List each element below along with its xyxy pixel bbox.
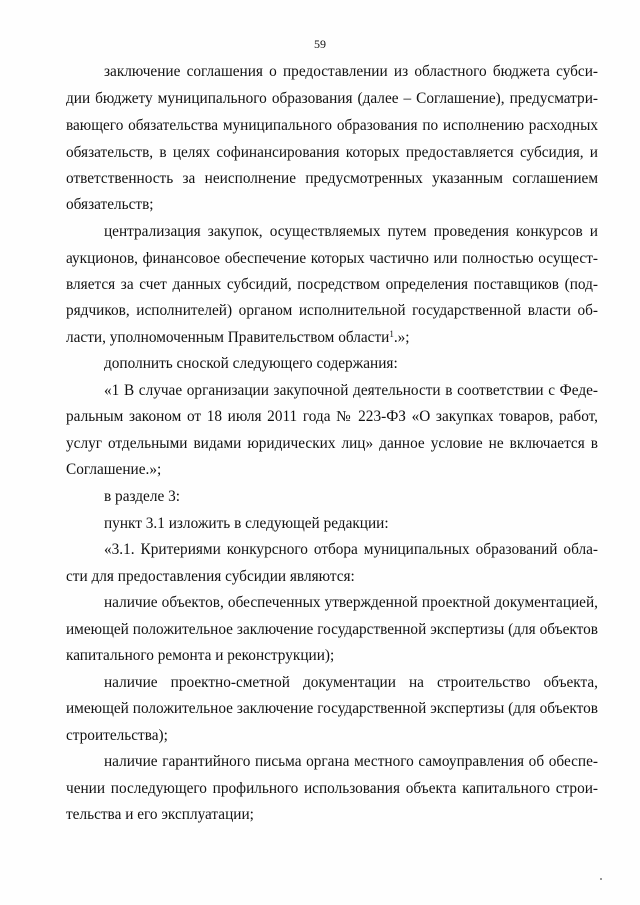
text-line: заключение соглашения о предоставлении из областного бюджета субси-: [104, 63, 598, 80]
text-line: в разделе 3:: [104, 488, 180, 505]
text-segment: ласти, уполномоченным Правительством области: [66, 329, 390, 346]
text-line: ответственность за неисполнение предусмотренных указанным соглашением: [66, 170, 598, 187]
text-line: наличие проектно-сметной документации на строительство объекта,: [104, 674, 598, 691]
text-line: имеющей положительное заключение государственной экспертизы (для объектов: [66, 621, 598, 638]
text-line: аукционов, финансовое обеспечение которых частично или полностью осущест-: [66, 250, 598, 267]
text-line: строительства);: [66, 727, 168, 744]
text-line: [66, 328, 410, 348]
text-line: «1 В случае организации закупочной деятельности в соответствии с Феде-: [104, 382, 598, 399]
text-line: капитального ремонта и реконструкции);: [66, 647, 335, 664]
text-line: имеющей положительное заключение государственной экспертизы (для объектов: [66, 700, 598, 717]
text-line: наличие объектов, обеспеченных утвержденной проектной документацией,: [104, 594, 598, 611]
text-line: сти для предоставления субсидии являются:: [66, 568, 355, 585]
text-line: наличие гарантийного письма органа местного самоуправления об обеспе-: [104, 753, 598, 770]
page-number: 59: [314, 37, 326, 51]
text-line: дии бюджету муниципального образования (далее – Соглашение), предусматри-: [66, 90, 598, 107]
text-segment: .»;: [393, 329, 410, 346]
text-line: пункт 3.1 изложить в следующей редакции:: [104, 515, 389, 532]
text-line: централизация закупок, осуществляемых путем проведения конкурсов и: [104, 223, 598, 240]
footnote-mark: 1: [389, 329, 394, 339]
text-line: вающего обязательства муниципального образования по исполнению расходных: [66, 117, 598, 134]
text-line: обязательств, в целях софинансирования которых предоставляется субсидия, и: [66, 144, 598, 161]
text-line: услуг отдельными видами юридических лиц» данное условие не включается в: [66, 435, 598, 452]
scan-speck: [600, 878, 602, 880]
text-line: Соглашение.»;: [66, 461, 162, 478]
text-line: рядчиков, исполнителей) органом исполнительной государственной власти об-: [66, 302, 598, 319]
text-line: тельства и его эксплуатации;: [66, 806, 254, 823]
text-line: дополнить сноской следующего содержания:: [104, 355, 398, 372]
text-line: ральным законом от 18 июля 2011 года № 223-ФЗ «О закупках товаров, работ,: [66, 408, 598, 425]
text-line: вляется за счет данных субсидий, посредством определения поставщиков (под-: [66, 276, 598, 293]
text-line: обязательств;: [66, 196, 154, 213]
text-line: «3.1. Критериями конкурсного отбора муниципальных образований обла-: [104, 541, 598, 558]
text-line: чении последующего профильного использования объекта капитального строи-: [66, 780, 598, 797]
